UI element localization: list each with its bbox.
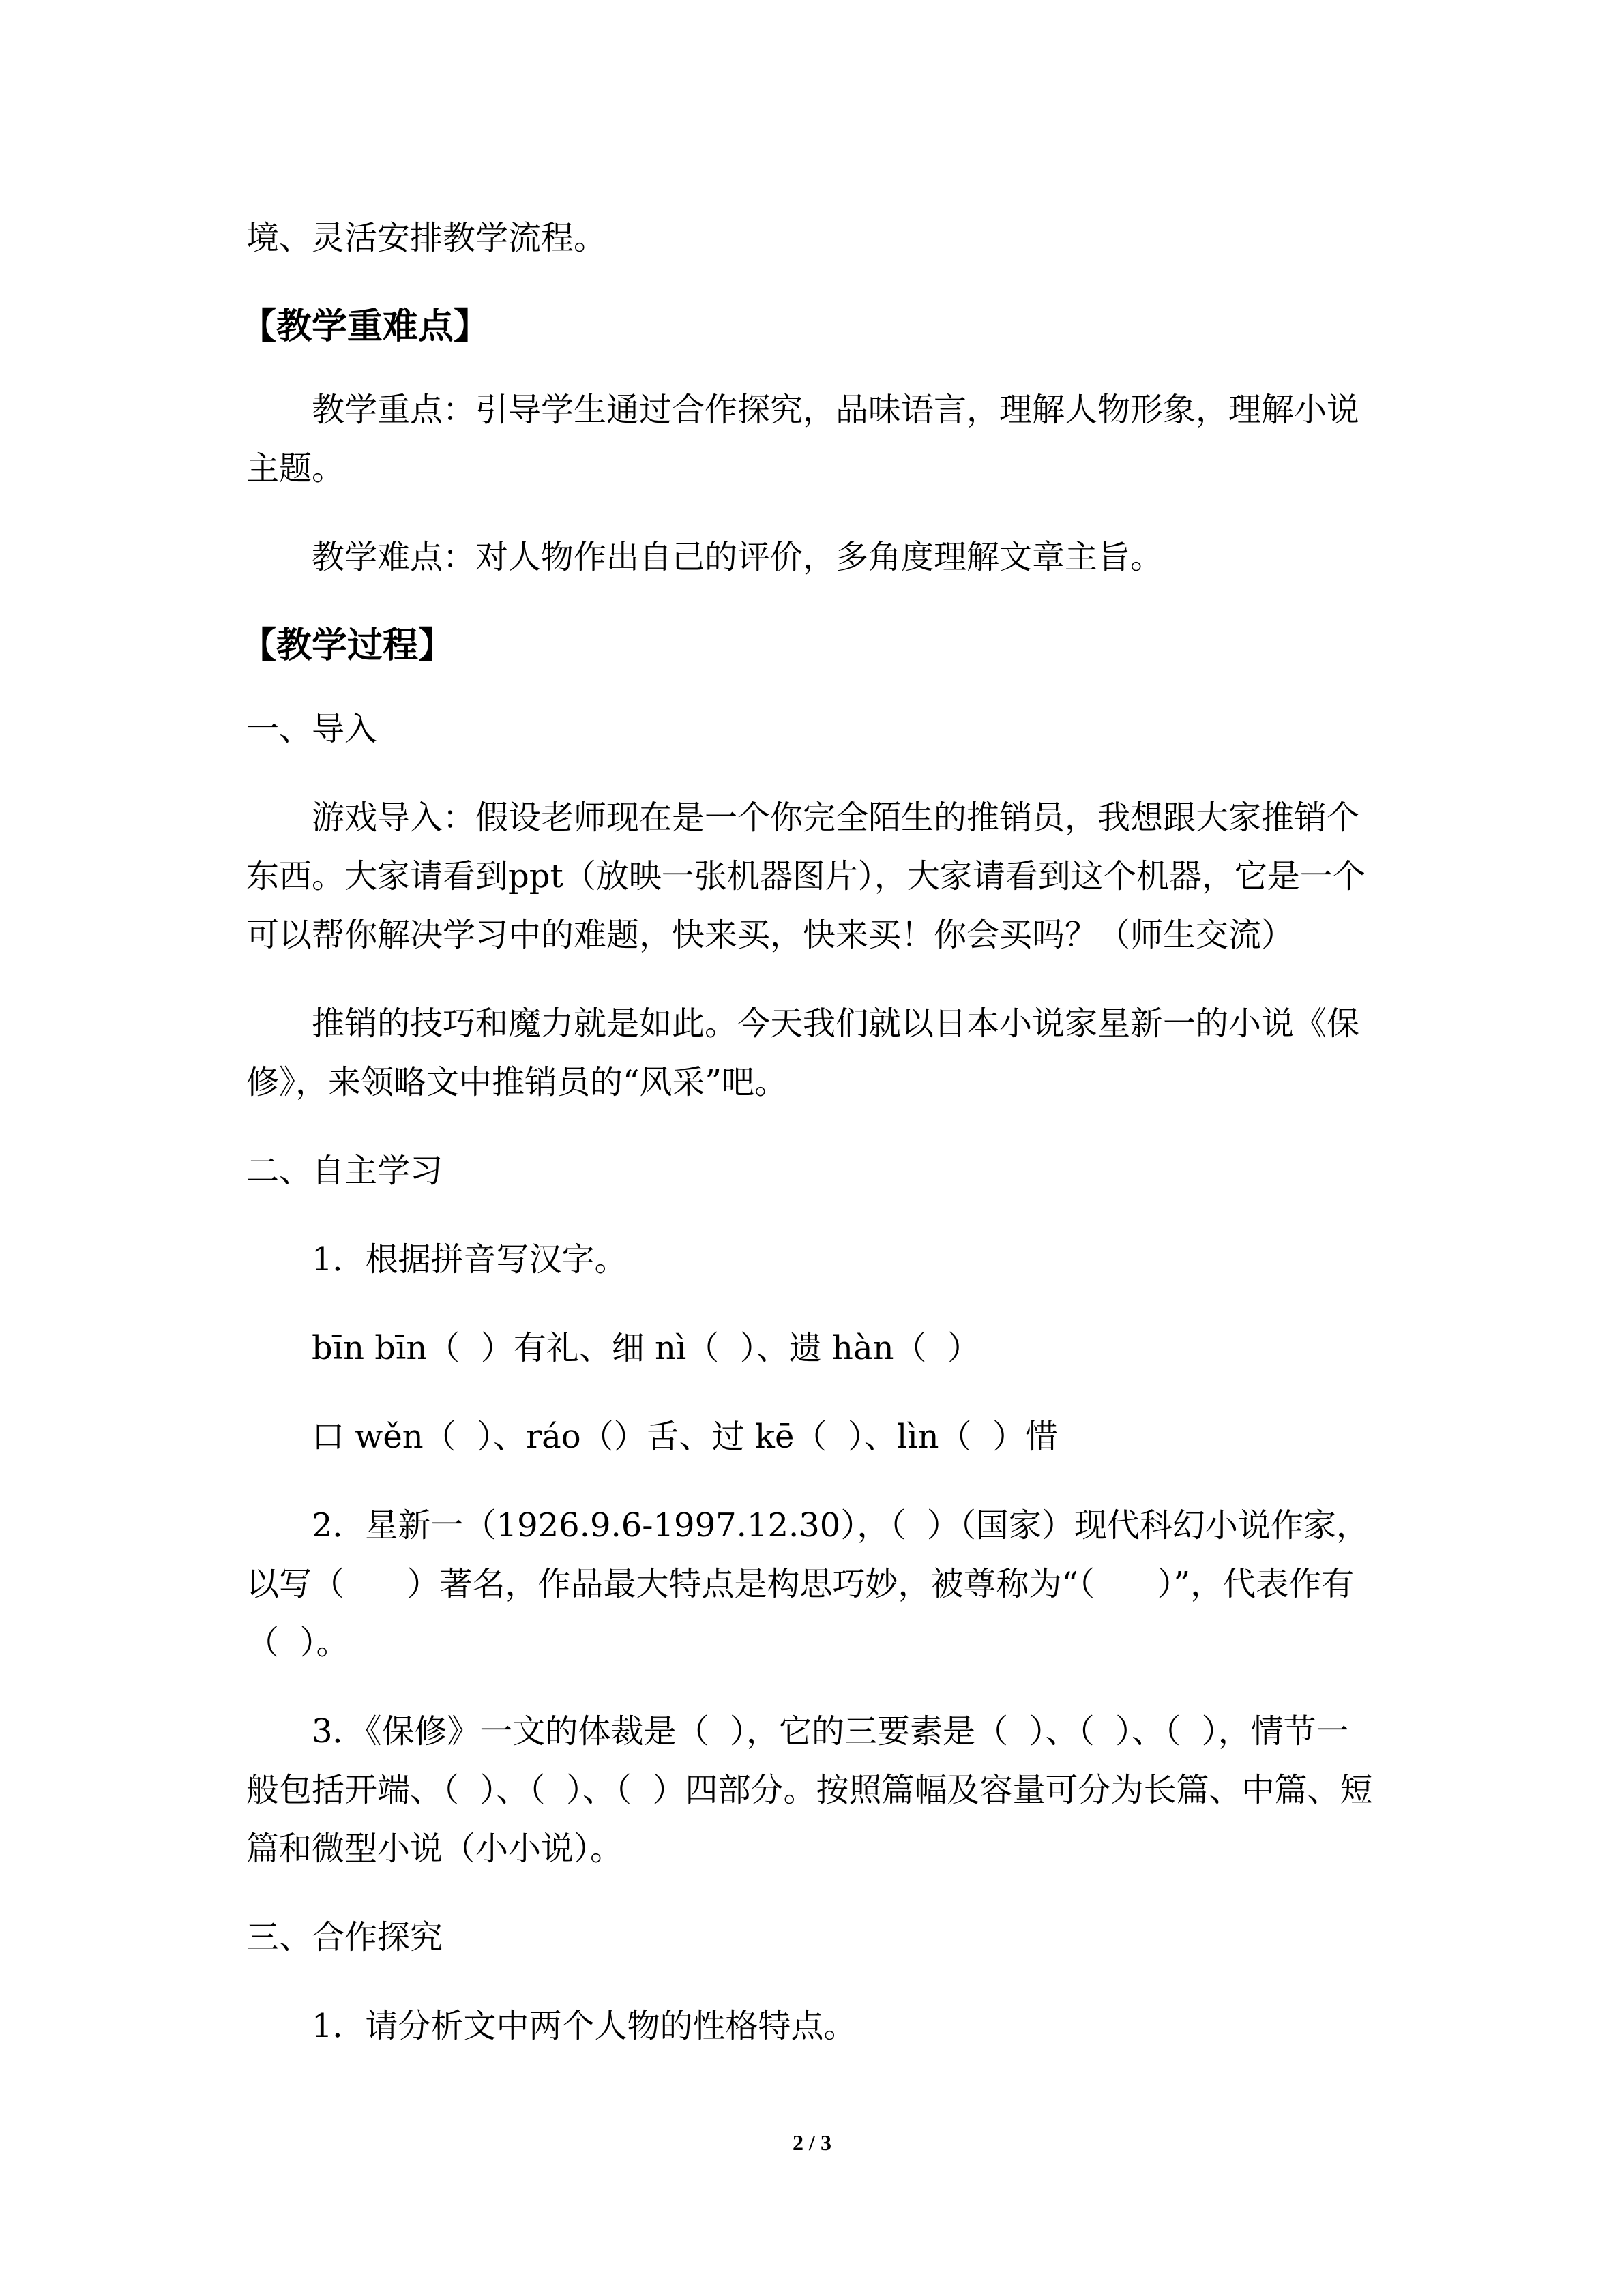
inquiry-question-1: 1．请分析文中两个人物的性格特点。 (312, 2007, 857, 2045)
paragraph-difficulty: 教学难点：对人物作出自己的评价，多角度理解文章主旨。 (312, 538, 1164, 576)
section-title-introduction: 一、导入 (246, 710, 378, 748)
section-title-cooperative-inquiry: 三、合作探究 (246, 1918, 443, 1956)
question-2: 2．星新一（1926.9.6-1997.12.30），（ ）（国家）现代科幻小说作家，以写（ ）著名，作品最大特点是构思巧妙，被尊称为“（ ）”，代表作有（ ）。 (246, 1506, 1369, 1662)
paragraph-game-intro: 游戏导入：假设老师现在是一个你完全陌生的推销员，我想跟大家推销个东西。大家请看到ppt（放映一张机器图片），大家请看到这个机器，它是一个可以帮你解决学习中的难题，快来买，快来买！你会买吗？（师生交流） (246, 799, 1365, 954)
heading-teaching-difficulties: 【教学重难点】 (241, 306, 490, 347)
page-number: 2 / 3 (793, 2130, 831, 2155)
pinyin-line-1: bīn bīn（ ）有礼、细 nì（ ）、遗 hàn（ ） (312, 1329, 981, 1367)
heading-teaching-process: 【教学过程】 (241, 625, 454, 666)
question-3: 3．《保修》一文的体裁是（ ），它的三要素是（ ）、（ ）、（ ），情节一般包括开端、（ ）、（ ）、（ ）四部分。按照篇幅及容量可分为长篇、中篇、短篇和微型小说（小小说）。 (246, 1712, 1373, 1868)
pinyin-line-2: 口 wěn（ ）、ráo（）舌、过 kē（ ）、lìn（ ）惜 (312, 1418, 1059, 1456)
paragraph-intro-continuation: 境、灵活安排教学流程。 (246, 219, 607, 257)
question-1: 1．根据拼音写汉字。 (312, 1240, 628, 1279)
page-body (241, 209, 1378, 2055)
paragraph-key-point: 教学重点：引导学生通过合作探究，品味语言，理解人物形象，理解小说主题。 (246, 391, 1360, 488)
paragraph-sales-magic: 推销的技巧和魔力就是如此。今天我们就以日本小说家星新一的小说《保修》，来领略文中推销员的“风采”吧。 (246, 1004, 1360, 1101)
section-title-self-study: 二、自主学习 (246, 1152, 443, 1190)
